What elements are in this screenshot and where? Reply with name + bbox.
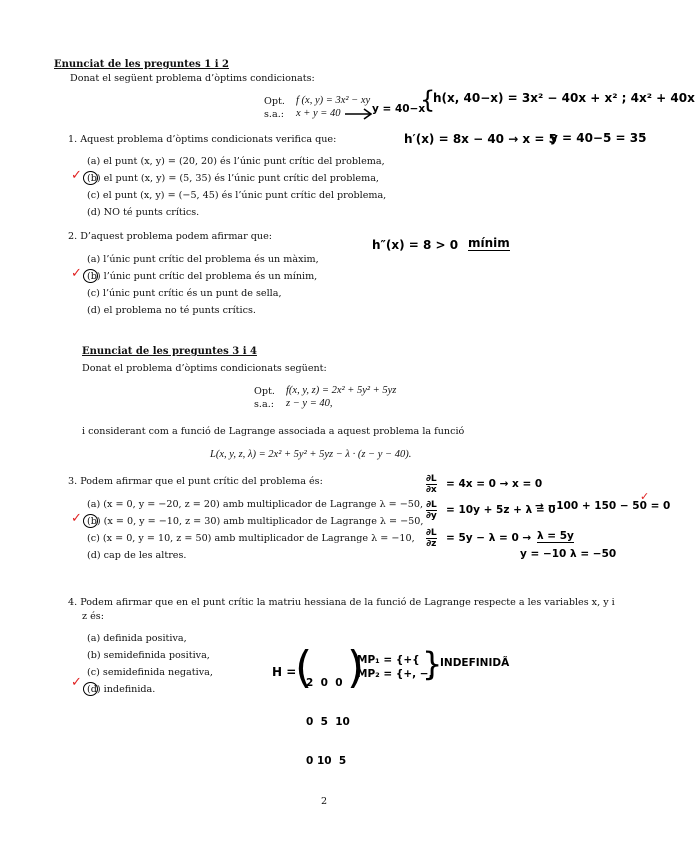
hw-dLz-den: ∂z [426,539,437,549]
hw-brace-icon: { [420,86,436,114]
q3-option-a: (a) (x = 0, y = −20, z = 20) amb multiplicador de Lagrange λ = −50, [87,499,424,510]
q3-stem: 3. Podem afirmar que el punt crític del problema és: [68,476,323,487]
hw-dLx: = 4x = 0 → x = 0 [446,478,543,490]
q2-option-c: (c) l’únic punt crític és un punt de sella, [87,288,282,299]
q4-answer-circle [83,682,98,696]
q1-check-mark: ✓ [71,168,82,183]
hw-paren-right-icon: ) [347,642,365,693]
hw-hessian-row: 0 5 10 [306,716,350,728]
section2-sa-label: s.a.: [254,399,274,410]
q4-option-b: (b) semidefinida positiva, [87,650,210,661]
hw-dLz-result: λ = 5y [537,530,574,542]
q2-option-d: (d) el problema no té punts crítics. [87,305,256,316]
hw-dLz: = 5y − λ = 0 → [446,532,532,544]
hw-dLy-result: → −100 + 150 − 50 = 0 [535,500,671,512]
q1-option-a: (a) el punt (x, y) = (20, 20) és l’únic punt crític del problema, [87,156,385,167]
hw-dLz-num: ∂L [426,528,437,538]
section1-opt-label: Opt. [264,96,285,107]
q4-option-d: (d) indefinida. [87,684,156,695]
hw-final-values: y = −10 λ = −50 [520,548,617,560]
section1-sa-label: s.a.: [264,109,284,120]
hw-dLy-check: ✓ [640,490,650,503]
hw-minim: mínim [468,236,510,250]
q3-option-c: (c) (x = 0, y = 10, z = 50) amb multiplicador de Lagrange λ = −10, [87,533,415,544]
q2-option-a: (a) l’únic punt crític del problema és un màxim, [87,254,319,265]
q4-stem-line2: z és: [82,611,104,622]
q1-option-d: (d) NO té punts crítics. [87,207,200,218]
hw-dLx-den: ∂x [426,485,437,495]
hw-h-definition: h(x, 40−x) = 3x² − 40x + x² ; 4x² + 40x [433,91,695,105]
hw-brace-right-icon: } [422,645,443,683]
q3-answer-circle [83,514,98,528]
section2-intro: Donat el problema d’òptims condicionats següent: [82,363,327,374]
lagrange-intro: i considerant com a funció de Lagrange associada a aquest problema la funció [82,426,465,437]
section2-heading: Enunciat de les preguntes 3 i 4 [82,346,257,357]
lagrange-expression: L(x, y, z, λ) = 2x² + 5y² + 5yz − λ · (z − y − 40). [210,449,412,460]
hw-dLy-den: ∂y [426,511,437,521]
section1-opt-expr: f (x, y) = 3x² − xy [296,95,371,106]
hw-dLx-num: ∂L [426,474,437,484]
hw-hessian-label: H = [272,665,297,679]
hw-mp1: MP₁ = {+{ [357,654,420,666]
q3-option-d: (d) cap de les altres. [87,550,187,561]
hw-hessian-row: 2 0 0 [306,677,343,689]
hw-dLz-frac [426,528,437,549]
hw-dLy-frac [426,500,437,521]
hw-mp2: MP₂ = {+, −, [357,668,433,680]
q4-check-mark: ✓ [71,675,82,690]
hw-paren-left-icon: ( [295,642,313,693]
q1-option-b: (b) el punt (x, y) = (5, 35) és l’únic punt crític del problema, [87,173,379,184]
section1-sa-expr: x + y = 40 [296,108,341,119]
section1-heading: Enunciat de les preguntes 1 i 2 [54,59,229,70]
section2-opt-label: Opt. [254,386,275,397]
section2-opt-expr: f(x, y, z) = 2x² + 5y² + 5yz [286,385,397,396]
q1-stem: 1. Aquest problema d’òptims condicionats verifica que: [68,134,337,145]
q4-stem-line1: 4. Podem afirmar que en el punt crític la matriu hessiana de la funció de Lagrange respecte a les variables x, y i [68,597,615,608]
q4-option-a: (a) definida positiva, [87,633,187,644]
hw-h-second: h″(x) = 8 > 0 [372,238,459,252]
section1-intro: Donat el següent problema d’òptims condicionats: [70,73,315,84]
hw-dLy-num: ∂L [426,500,437,510]
q1-option-c: (c) el punt (x, y) = (−5, 45) és l’únic punt crític del problema, [87,190,387,201]
hw-dLy: = 10y + 5z + λ = 0 [446,504,556,516]
page-number: 2 [321,796,328,807]
q2-check-mark: ✓ [71,266,82,281]
hw-y-value: y = 40−5 = 35 [550,131,647,145]
q3-option-b: (b) (x = 0, y = −10, z = 30) amb multiplicador de Lagrange λ = −50, [87,516,424,527]
hw-hessian-row: 0 10 5 [306,755,347,767]
hw-h-prime: h′(x) = 8x − 40 → x = 5 [404,132,557,146]
q2-stem: 2. D’aquest problema podem afirmar que: [68,231,273,242]
q1-answer-circle [83,171,98,185]
q2-option-b: (b) l’únic punt crític del problema és un mínim, [87,271,318,282]
hw-substitution: y = 40−x [372,103,426,115]
q3-check-mark: ✓ [71,511,82,526]
hw-hessian-matrix [306,651,350,781]
arrow-icon [344,106,374,120]
q2-answer-circle [83,269,98,283]
hw-indefinida: INDEFINIDÃ [440,657,510,669]
q4-option-c: (c) semidefinida negativa, [87,667,213,678]
hw-dLx-frac [426,474,437,495]
section2-sa-expr: z − y = 40, [286,398,333,409]
